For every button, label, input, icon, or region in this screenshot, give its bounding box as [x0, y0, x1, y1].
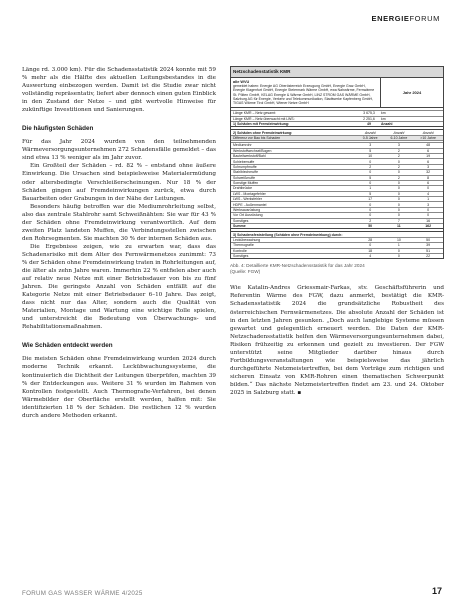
- cell-label: Sonstiges: [233, 218, 249, 223]
- cell-label: Schweißmuffe: [233, 175, 256, 180]
- table-row: [231, 196, 443, 201]
- cell-value: 10: [368, 154, 373, 159]
- cell-value: 17: [368, 197, 373, 202]
- paragraph: Die Ergebnisse zeigen, wie zu erwarten war, dass das Schadensrisiko mit dem Alter des Fernwärmenetzes zunimmt: 73 % der Schäden ohne Fremdeinwirkung traten in Rohrleitungen auf, die älter als zehn Jahre waren. Immerhin 22 % entfielen aber auch auf relativ neue Netze mit einer Betriebsdauer von bis zu fünf Jahren. Die geringste Anzahl von Schäden entfällt auf die Kategorie Netze mit einer Betriebsdauer 6–10 Jahre. Das zeigt, dass nicht nur das Alter, sondern auch die Qualität von Materialien, Montage und Wartung eine wichtige Rolle spielen, und unterstreicht die Bedeutung von Überwachungs- und Rehabilitationsmaßnahmen.: [22, 243, 216, 331]
- cell-value: 0: [397, 202, 400, 207]
- cell-label: Länge KMR – Netz gesamt:: [233, 111, 276, 116]
- table-row: [231, 212, 443, 217]
- cell-label: Mediumrohr: [233, 143, 252, 148]
- cell-label: Drahtbrücke: [233, 186, 253, 191]
- cell-value: 6: [427, 148, 430, 153]
- cell-value: 2 251,6: [363, 116, 375, 121]
- cell-value: 2: [397, 154, 400, 159]
- cell-label: Länge KMR – Netz überwacht mit LWS:: [233, 116, 295, 121]
- cell-value: 0: [369, 202, 372, 207]
- cell-value: 22: [426, 254, 431, 259]
- cell-value: 0: [397, 248, 400, 253]
- cell-value: 1: [427, 197, 430, 202]
- table-row: [231, 175, 443, 180]
- org-list: [231, 78, 381, 107]
- table-row: [231, 158, 443, 163]
- cell-value: 18: [368, 248, 373, 253]
- length-row: [231, 110, 443, 115]
- unit-label: Anzahl: [422, 130, 434, 135]
- cell-value: 0: [397, 213, 400, 218]
- cell-value: 3: [397, 143, 400, 148]
- org-text: gemeldet haben: Energie AG Oberösterreich Erzeugung GmbH, Energie Graz GmbH, Energie Klagenfurt GmbH, Energie Steiermark Wärme GmbH, ewa Nahwärme, Fernwärme St. Pölten GmbH, KELAG Energie & Wärme GmbH, LINZ STROM GAS WÄRME GmbH, Salzburg AG für Energie, Verkehr und Telekommunikation, Stadtwerke Kapfenberg GmbH, TIGAS Wärme Tirol GmbH, Wiener Netze GmbH: [233, 84, 375, 106]
- cell-value: 4: [369, 254, 372, 259]
- unit-label: Anzahl: [393, 130, 405, 135]
- cell-label: Werksausrüstung: [233, 208, 261, 213]
- cell-value: 4: [427, 191, 430, 196]
- table-row: [231, 248, 443, 253]
- page-number: 17: [431, 586, 442, 596]
- table-row: [231, 253, 443, 258]
- table-row: [231, 180, 443, 185]
- cell-value: 2: [397, 148, 400, 153]
- cell-value: 0: [397, 197, 400, 202]
- cell-value: 3: [427, 164, 430, 169]
- cell-value: 6: [427, 159, 430, 164]
- table-row: [231, 237, 443, 242]
- cell-label: Sonstiges: [233, 254, 249, 259]
- table-org-block: [231, 77, 443, 107]
- paragraph: Die meisten Schäden ohne Fremdeinwirkung wurden 2024 durch moderne Technik erkannt. Leckübwachungssysteme, die kontinuierlich die Dichtheit der Leitungen überprüfen, machten 39 % der Entdeckungen aus. Weitere 31 % wurden im Rahmen von Kontrollen festgestellt. Auch Thermografie-Verfahren, bei denen Wärmebilder der Oberfläche erstellt werden, halfen mit: Sie identifizierten 18 % der Schäden. Die restlichen 12 % wurden durch andere Methoden erkannt.: [22, 356, 216, 419]
- cell-value: 50: [426, 238, 431, 242]
- cell-value: 0: [427, 186, 430, 191]
- cell-unit: Anzahl: [381, 122, 393, 127]
- table-row: [231, 169, 443, 174]
- table-year: Jahr 2024: [402, 90, 422, 96]
- cell-label: HDPE - Außenmantel: [233, 202, 267, 207]
- paragraph: Wie Katalin-Andres Griessmair-Farkas, stv. Geschäftsführerin und Referentin Wärme des FGW, dazu anmerkt, bestätigt die KMR-Schadensstatistik 2024 die grundsätzliche Robustheit des österreichischen Fernwärmenetzes. Die absolute Anzahl der Schäden ist in den letzten Jahren gesunken. „Doch auch langlebige Systeme müssen gewartet und gelegentlich erneuert werden. Die Daten der KMR-Netzschadensstatistik helfen den Wärmeversorgungsunternehmen dabei, Risiken frühzeitig zu erkennen und gezielt zu investieren. Der FGW unterstützt seine Mitglieder darüber hinaus durch Fortbildungsveranstaltungen wie beispielsweise das jährlich durchgeführte Netzmeistertreffen, bei dem Vorträge zum richtigen und sicheren Einsatz von KMR-Rohren einen thematischen Schwerpunkt bilden.“ Das nächste Netzmeistertreffen findet am 23. und 24. Oktober 2025 in Salzburg statt. ▪: [230, 285, 444, 396]
- cell-label: Thermografie: [233, 243, 254, 248]
- cell-value: 162: [425, 224, 432, 229]
- damage-rows: [231, 142, 443, 223]
- cell-value: 2: [369, 164, 372, 169]
- cell-label: Vor Ort Ausrüstung: [233, 213, 263, 218]
- section-heading: Wie Schäden entdeckt werden: [22, 342, 113, 350]
- caption-line: Abb. 4: Detaillierte KMR-Netzschadensstatistik für das Jahr 2024: [230, 263, 365, 269]
- cell-label: Summe: [233, 224, 246, 229]
- cell-label: LWS - Montagefehler: [233, 191, 266, 196]
- cell-value: 10: [396, 238, 401, 242]
- cell-label: Differenz vor Bau bis Schaden: [233, 135, 281, 140]
- cell-value: 0: [369, 208, 372, 213]
- cell-value: 32: [426, 170, 431, 175]
- cell-label: Schrumpfmuffe: [233, 164, 257, 169]
- section-title: 3) Schadensfeststellung (Schäden ohne Fremdeinwirkung) durch:: [233, 232, 343, 237]
- caption-source: (Quelle: FGW): [230, 269, 261, 275]
- cell-value: 0: [369, 213, 372, 218]
- cell-label: Stahlblechmuffe: [233, 170, 259, 175]
- table-row: [231, 142, 443, 147]
- paragraph: Für das Jahr 2024 wurden von den teilnehmenden Wärmeversorgungsunternehmen 272 Schadensfälle gemeldet – das sind etwa 13 % weniger als im Jahr zuvor.: [22, 139, 216, 162]
- section-title: 2) Schäden ohne Fremdeinwirkung:: [233, 130, 293, 135]
- cell-value: 0: [369, 181, 372, 186]
- cell-value: 8: [427, 175, 430, 180]
- cell-value: 5: [369, 191, 372, 196]
- cell-value: 0: [427, 213, 430, 218]
- cell-label: Leckübewachung: [233, 238, 261, 242]
- cell-unit: km: [381, 111, 386, 116]
- cell-value: 0: [369, 159, 372, 164]
- age-header-row: [231, 135, 443, 140]
- cell-value: 0: [397, 170, 400, 175]
- unit-label: Anzahl: [364, 130, 376, 135]
- cell-value: 39: [426, 243, 431, 248]
- table-title: Netzschadenstatistik KMR: [231, 67, 443, 77]
- cell-value: 16: [426, 218, 431, 223]
- length-row: [231, 116, 443, 121]
- cell-value: 48: [426, 143, 431, 148]
- cell-label: Sonstige Muffen: [233, 181, 259, 186]
- cell-label: Schiebemuffe: [233, 159, 255, 164]
- cell-value: 0: [369, 243, 372, 248]
- cell-value: 0: [397, 208, 400, 213]
- cell-label: Kontrolle: [233, 248, 247, 253]
- cell-value: 49: [367, 122, 371, 127]
- cell-value: 19: [426, 154, 431, 159]
- cell-value: 0: [397, 159, 400, 164]
- table-row: [231, 218, 443, 223]
- cell-value: 5: [369, 175, 372, 180]
- magazine-name-bold: ENERGIE: [371, 14, 410, 23]
- cell-value: 2: [397, 175, 400, 180]
- cell-value: 1: [397, 243, 400, 248]
- section-2-header: [231, 129, 443, 134]
- table-row: [231, 207, 443, 212]
- cell-value: 50: [368, 224, 373, 229]
- cell-value: 51: [426, 248, 431, 253]
- paragraph: Länge rd. 3.000 km). Für die Schadensstatistik 2024 konnte mit 59 % mehr als die Hälfte des aktuellen Leitungsbestandes in die Auswertung einbezogen werden. Damit ist die Studie zwar nicht vollständig repräsentativ, liefert aber dennoch einen guten Einblick in den Zustand der Netze – und gibt wertvolle Hinweise für zukünftige Investitionen und Sanierungen.: [22, 67, 216, 114]
- magazine-name-rest: FORUM: [409, 14, 440, 23]
- external-damage-row: [231, 121, 443, 126]
- cell-value: 0: [369, 170, 372, 175]
- right-column: [230, 66, 444, 397]
- sum-row: [231, 223, 443, 228]
- cell-value: 0: [397, 191, 400, 196]
- detection-rows: [231, 237, 443, 259]
- section-heading: Die häufigsten Schäden: [22, 125, 94, 133]
- cell-label: Werkstoffwechsel/Bogen: [233, 148, 272, 153]
- damage-statistics-table: [230, 66, 444, 259]
- cell-unit: km: [381, 116, 386, 121]
- cell-value: 0: [397, 186, 400, 191]
- org-header: alle WVU: [233, 80, 250, 84]
- cell-value: 3: [369, 143, 372, 148]
- magazine-header: [372, 14, 440, 23]
- table-row: [231, 148, 443, 153]
- cell-value: 0: [397, 254, 400, 259]
- column-header: 0-5 Jahre: [362, 135, 378, 140]
- cell-value: 2: [369, 218, 372, 223]
- column-header: 6-10 Jahre: [390, 135, 408, 140]
- paragraph: Ein Großteil der Schäden – rd. 82 % – entstand ohne äußere Einwirkung. Die Ursachen sind beispielsweise Materialermüdung oder altersbedingte Verschleißerscheinungen. Nur 18 % der Schäden gingen auf Fremdeinwirkungen zurück, etwa durch Bauarbeiten oder Grabungen in der Nähe der Leitungen.: [22, 163, 216, 202]
- table-row: [231, 191, 443, 196]
- footer-publication: FORUM GAS WASSER WÄRME 4/2025: [22, 590, 143, 597]
- cell-value: 2: [397, 164, 400, 169]
- table-row: [231, 164, 443, 169]
- cell-label: Bauteilwerkstoff/Bahl: [233, 154, 266, 159]
- figure-caption: [230, 263, 444, 275]
- cell-value: 5: [369, 148, 372, 153]
- section-3-header: [231, 231, 443, 236]
- cell-value: 3: [427, 202, 430, 207]
- table-row: [231, 153, 443, 158]
- cell-label: LWS - Werksfehler: [233, 197, 263, 202]
- cell-value: 0: [427, 208, 430, 213]
- paragraph: Besonders häufig betroffen war die Mediumrohrleitung selbst, also das zentrale Stahlrohr samt Schweißnähten: Sie war für 43 % der Schäden ohne Fremdeinwirkung verantwortlich. Auf dem zweiten Platz landeten Muffen, die Verbindungsstellen zwischen den Rohrsegmenten. Sie machten 30 % der internen Schäden aus.: [22, 203, 216, 242]
- cell-value: 3 675,3: [363, 111, 375, 116]
- cell-value: 7: [397, 218, 400, 223]
- cell-value: 0: [397, 181, 400, 186]
- table-row: [231, 185, 443, 190]
- table-row: [231, 201, 443, 206]
- left-column: [22, 66, 216, 420]
- cell-label: 1) Schäden mit Fremdeinwirkung:: [233, 122, 290, 127]
- cell-value: 11: [397, 224, 401, 229]
- cell-value: 6: [427, 181, 430, 186]
- column-header: >10 Jahre: [420, 135, 436, 140]
- cell-value: 28: [368, 238, 373, 242]
- cell-value: 1: [369, 186, 372, 191]
- table-row: [231, 242, 443, 247]
